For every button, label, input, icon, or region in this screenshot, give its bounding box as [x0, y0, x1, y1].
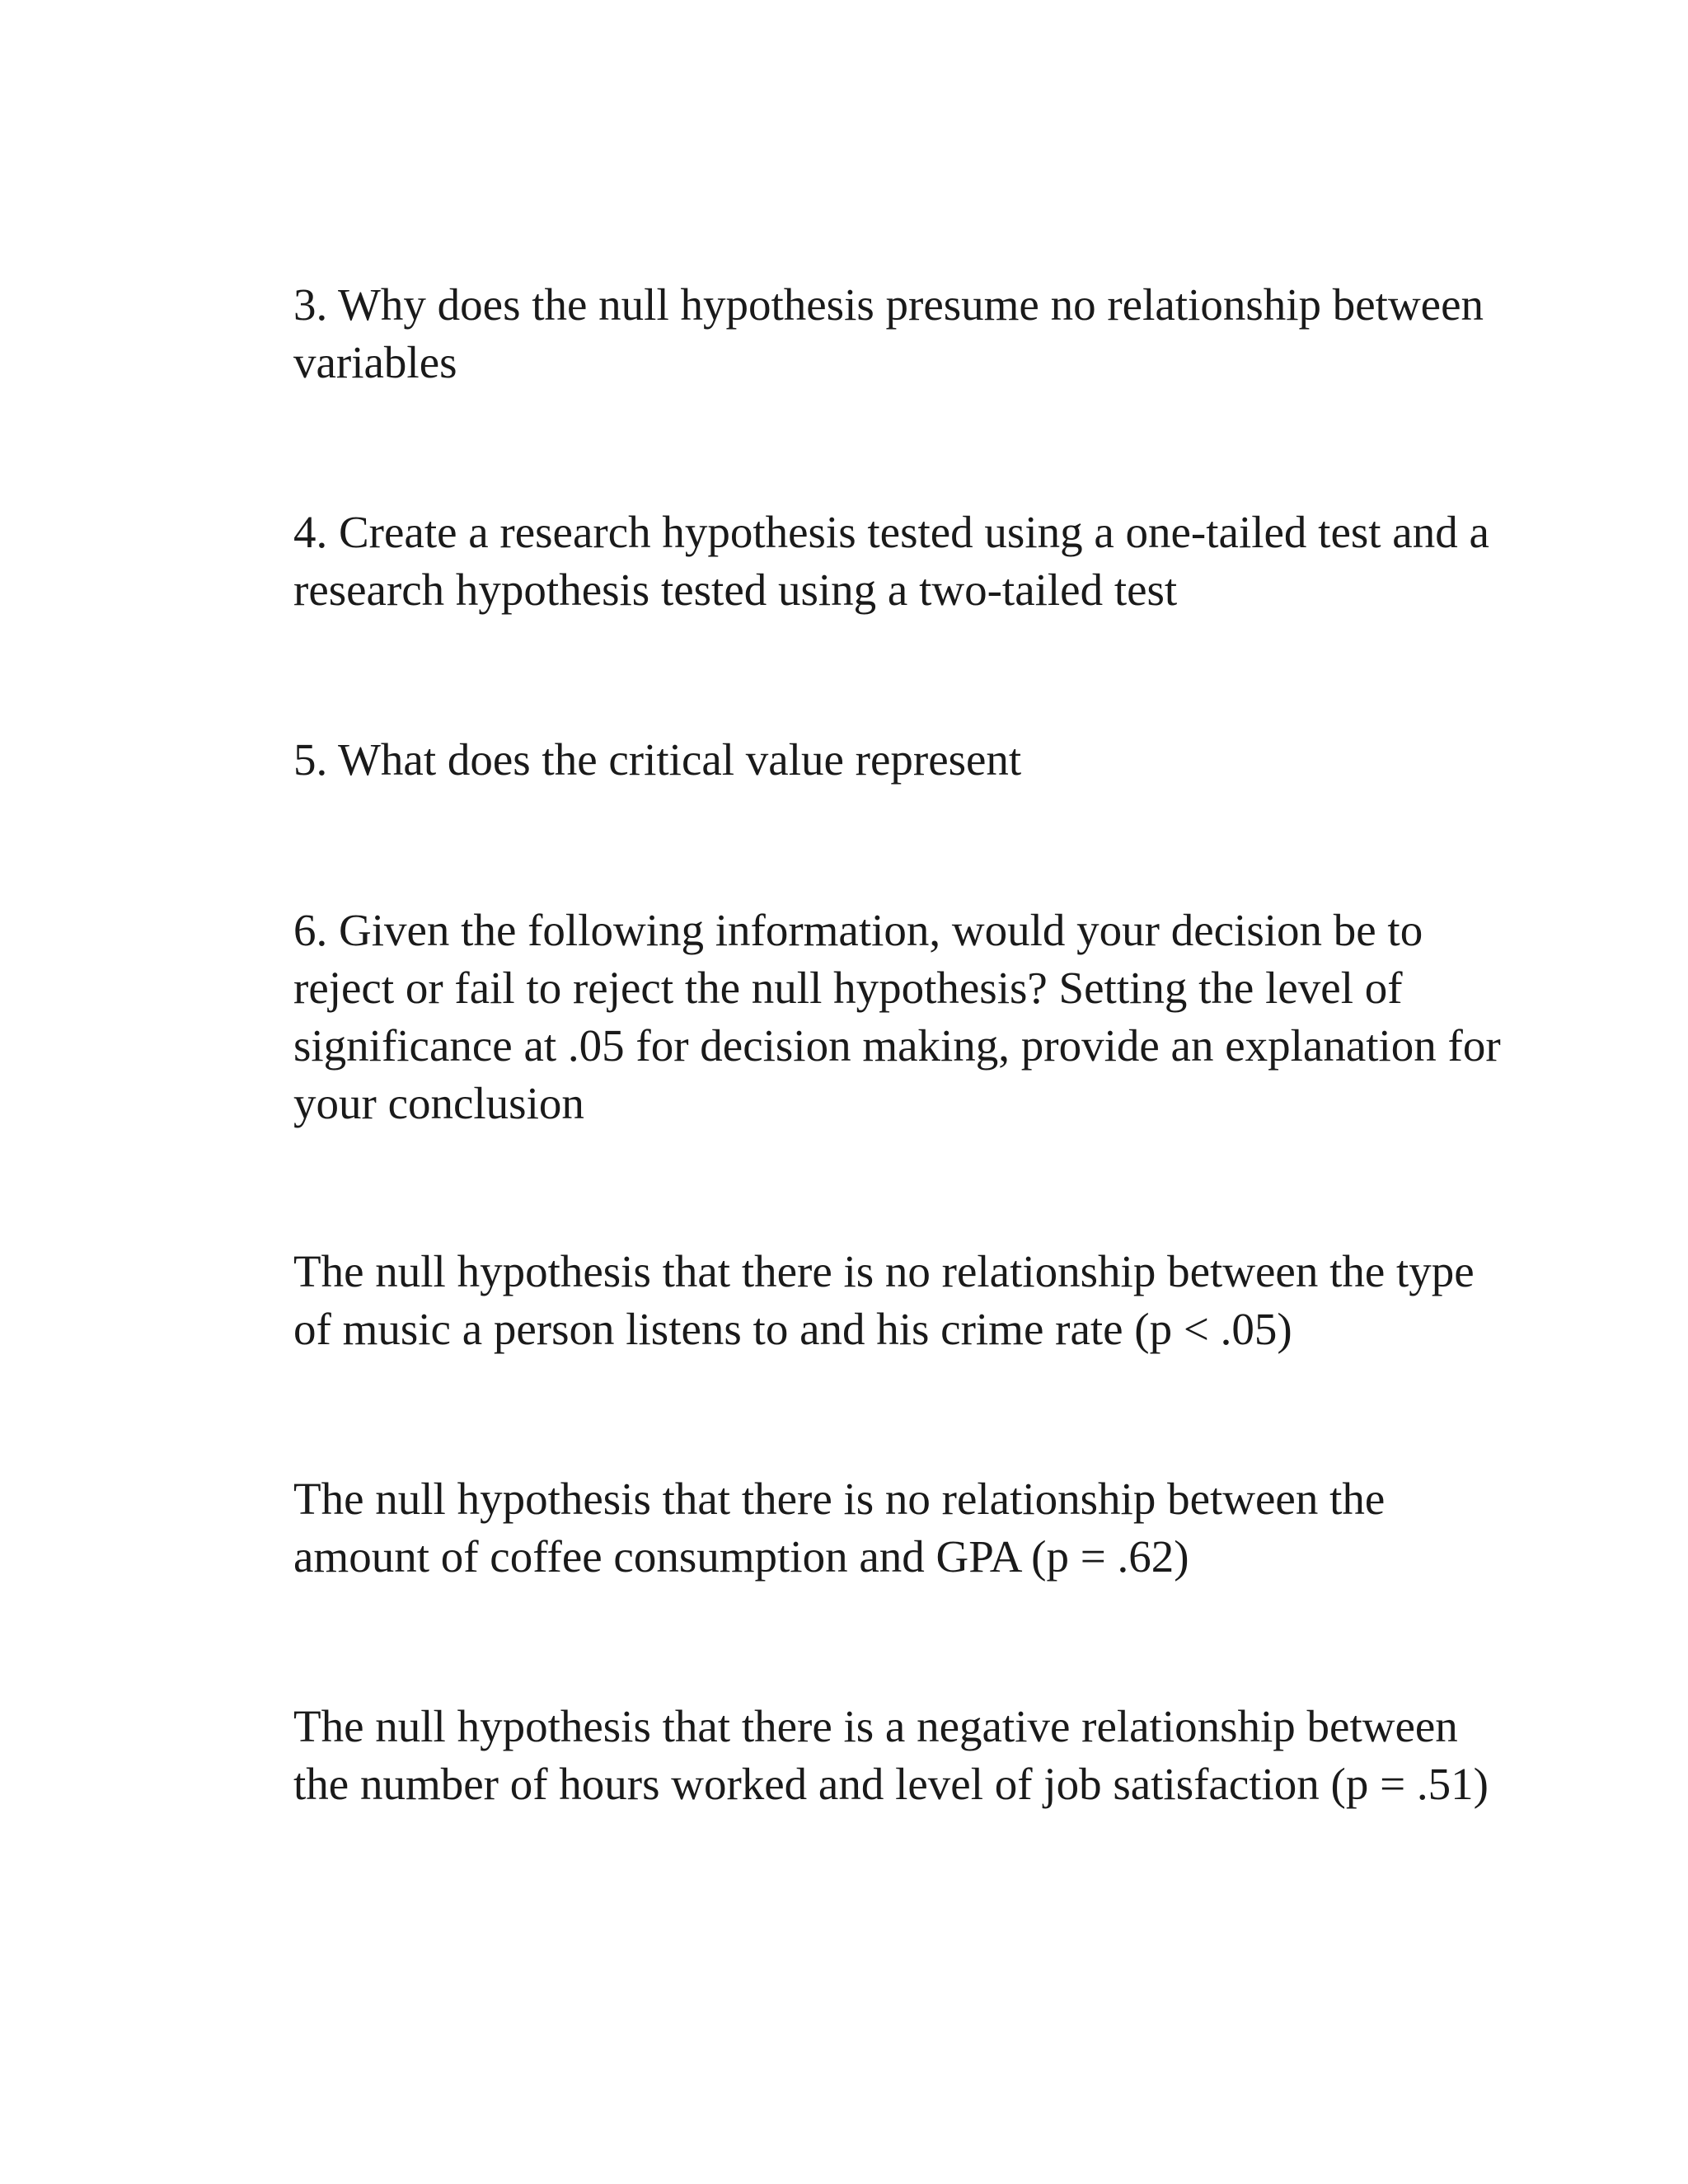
scenario-3-line-1: The null hypothesis that there is a negative relationship between — [293, 1701, 1458, 1751]
question-6-line-3: significance at .05 for decision making, provide an explanation for — [293, 1020, 1501, 1071]
question-6-line-4: your conclusion — [293, 1078, 584, 1128]
question-3-line-2: variables — [293, 337, 457, 387]
question-6-line-2: reject or fail to reject the null hypothesis? Setting the level of — [293, 963, 1403, 1013]
scenario-1-line-1: The null hypothesis that there is no relationship between the type — [293, 1246, 1475, 1296]
question-5-line-1: 5. What does the critical value represent — [293, 734, 1022, 785]
question-4-line-1: 4. Create a research hypothesis tested using a one-tailed test and a — [293, 507, 1489, 557]
scenario-3-line-2: the number of hours worked and level of job satisfaction (p = .51) — [293, 1759, 1489, 1809]
question-3 — [293, 276, 1484, 391]
scenario-music-crime — [293, 1243, 1480, 1358]
question-4-line-2: research hypothesis tested using a two-tailed test — [293, 565, 1178, 615]
scenario-coffee-gpa — [293, 1470, 1480, 1586]
question-4 — [293, 504, 1489, 619]
question-6-line-1: 6. Given the following information, would your decision be to — [293, 905, 1423, 955]
scenario-2-line-1: The null hypothesis that there is no relationship between the — [293, 1474, 1386, 1524]
question-6 — [293, 902, 1501, 1132]
scenario-hours-satisfaction — [293, 1698, 1489, 1813]
question-5 — [293, 731, 1480, 789]
question-3-line-1: 3. Why does the null hypothesis presume no relationship between — [293, 279, 1484, 330]
scenario-1-line-2: of music a person listens to and his crime rate (p < .05) — [293, 1304, 1292, 1354]
scenario-2-line-2: amount of coffee consumption and GPA (p = .62) — [293, 1531, 1189, 1582]
